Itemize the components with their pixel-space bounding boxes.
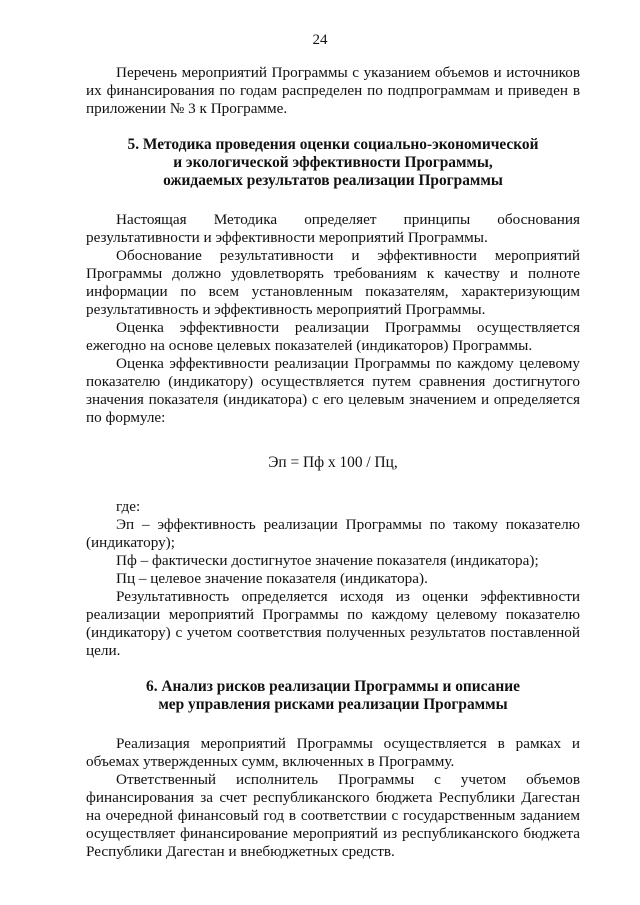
- definition-item: Пц – целевое значение показателя (индикатора).: [116, 570, 428, 587]
- section-6-heading-line: мер управления рисками реализации Программы: [158, 696, 508, 713]
- section-5-paragraph: Настоящая Методика определяет принципы обоснования результативности и эффективности мероприятий Программы.: [86, 211, 580, 246]
- section-5-paragraph: Обоснование результативности и эффективности мероприятий Программы должно удовлетворять требованиям к качеству и полноте информации по всем установленным показателям, характеризующим результативность и эффективность мероприятий Программы.: [86, 247, 580, 318]
- section-5-paragraph: Оценка эффективности реализации Программы осуществляется ежегодно на основе целевых показателей (индикаторов) Программы.: [86, 319, 580, 354]
- page-content: [86, 64, 580, 861]
- section-6-paragraph: Ответственный исполнитель Программы с учетом объемов финансирования за счет республиканского бюджета Республики Дагестан на очередной финансовый год в соответствии с государственным заданием осуществляет финансирование мероприятий из республиканского бюджета Республики Дагестан и внебюджетных средств.: [86, 771, 580, 860]
- where-label: где:: [116, 498, 141, 515]
- section-6-heading: [86, 678, 580, 714]
- section-5-heading: [86, 136, 580, 190]
- section-5-closing-paragraph: Результативность определяется исходя из оценки эффективности реализации мероприятий Программы по каждому целевому показателю (индикатору) с учетом соответствия полученных результатов поставленной цели.: [86, 588, 580, 659]
- definition-item: Пф – фактически достигнутое значение показателя (индикатора);: [116, 552, 539, 569]
- section-5-heading-line: и экологической эффективности Программы,: [173, 154, 493, 171]
- intro-paragraph: Перечень мероприятий Программы с указанием объемов и источников их финансирования по годам распределен по подпрограммам и приведен в приложении № 3 к Программе.: [86, 64, 580, 117]
- section-6-paragraph: Реализация мероприятий Программы осуществляется в рамках и объемах утвержденных сумм, включенных в Программу.: [86, 735, 580, 770]
- section-6-heading-line: 6. Анализ рисков реализации Программы и описание: [146, 678, 520, 695]
- definition-item: Эп – эффективность реализации Программы по такому показателю (индикатору);: [86, 516, 580, 551]
- section-5-heading-line: ожидаемых результатов реализации Программы: [163, 172, 503, 189]
- section-5-paragraph: Оценка эффективности реализации Программы по каждому целевому показателю (индикатору) осуществляется путем сравнения достигнутого значения показателя (индикатора) с его целевым значением и определяется по формуле:: [86, 355, 580, 426]
- efficiency-formula: Эп = Пф х 100 / Пц,: [268, 454, 398, 471]
- page-number: 24: [312, 32, 328, 48]
- section-5-heading-line: 5. Методика проведения оценки социально-экономической: [127, 136, 539, 153]
